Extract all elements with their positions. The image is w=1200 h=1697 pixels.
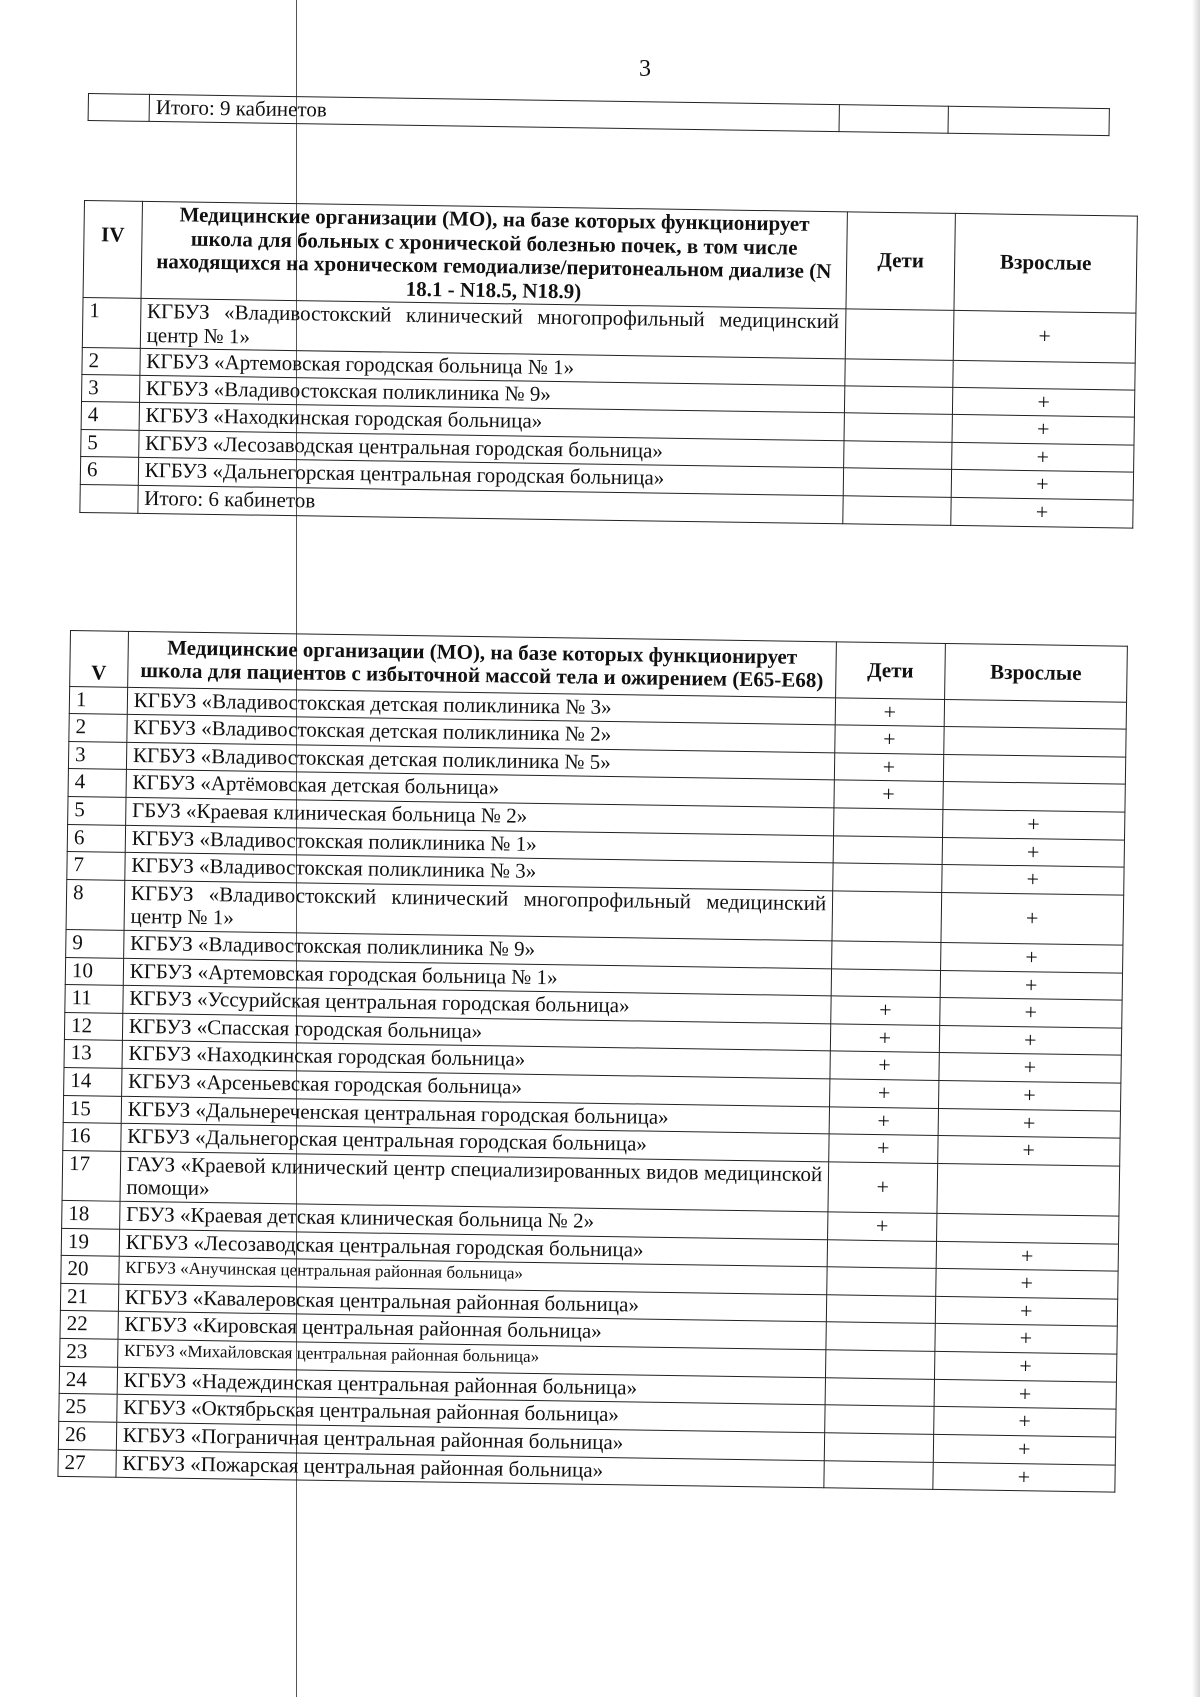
organization-name: КГБУЗ «Анучинская центральная районная больница» bbox=[119, 1256, 828, 1294]
row-number: 4 bbox=[81, 402, 139, 430]
adults-mark: + bbox=[940, 970, 1123, 1000]
row-number-empty bbox=[80, 485, 138, 513]
children-mark: + bbox=[830, 1024, 939, 1053]
row-number: 8 bbox=[66, 879, 125, 930]
row-number: 6 bbox=[67, 824, 125, 852]
adults-mark-extra: + bbox=[951, 498, 1133, 528]
row-number: 1 bbox=[82, 298, 140, 349]
organization-name: ГБУЗ «Краевая детская клиническая больница № 2» bbox=[119, 1201, 828, 1239]
children-mark bbox=[826, 1322, 935, 1351]
organization-name: КГБУЗ «Владивостокская детская поликлиника № 3» bbox=[127, 687, 836, 725]
row-number: 17 bbox=[62, 1150, 121, 1201]
section-v-col-adults: Взрослые bbox=[944, 643, 1127, 701]
organization-name: КГБУЗ «Артемовская городская больница № 1» bbox=[123, 958, 832, 996]
table-row bbox=[88, 94, 1109, 136]
adults-mark: + bbox=[933, 1434, 1116, 1464]
row-number: 19 bbox=[61, 1228, 119, 1256]
section-v-col-children: Дети bbox=[836, 642, 945, 699]
organization-name: КГБУЗ «Спасская городская больница» bbox=[122, 1013, 831, 1051]
organization-name: КГБУЗ «Владивостокский клинический многопрофильный медицинский центр № 1» bbox=[140, 298, 846, 358]
children-mark: + bbox=[835, 753, 944, 782]
section-iv-total: Итого: 6 кабинетов bbox=[138, 485, 844, 523]
adults-mark: + bbox=[934, 1351, 1117, 1381]
children-mark bbox=[831, 968, 940, 997]
organization-name: КГБУЗ «Уссурийская центральная городская больница» bbox=[123, 985, 832, 1023]
adults-mark: + bbox=[936, 1241, 1119, 1271]
section-v-table bbox=[57, 630, 1127, 1493]
row-number: 3 bbox=[68, 741, 126, 769]
adults-mark bbox=[937, 1163, 1120, 1216]
adults-mark: + bbox=[937, 1136, 1120, 1166]
children-mark: + bbox=[828, 1162, 937, 1214]
adults-mark bbox=[936, 1213, 1119, 1243]
adults-mark: + bbox=[935, 1324, 1118, 1354]
organization-name: КГБУЗ «Лесозаводская центральная городская больница» bbox=[119, 1229, 828, 1267]
children-mark bbox=[845, 359, 954, 387]
children-mark bbox=[834, 808, 943, 837]
children-mark bbox=[827, 1267, 936, 1296]
row-number: 23 bbox=[60, 1339, 118, 1367]
organization-name: КГБУЗ «Владивостокская поликлиника № 1» bbox=[125, 825, 834, 863]
adults-mark: + bbox=[952, 442, 1134, 472]
adults-mark bbox=[943, 782, 1126, 812]
organization-name: КГБУЗ «Находкинская городская больница» bbox=[122, 1041, 831, 1079]
row-number: 2 bbox=[82, 348, 140, 375]
organization-name: КГБУЗ «Михайловская центральная районная больница» bbox=[117, 1339, 826, 1377]
row-number: 5 bbox=[68, 797, 126, 825]
children-mark: + bbox=[828, 1212, 937, 1241]
adults-mark: + bbox=[938, 1080, 1121, 1110]
adults-mark: + bbox=[934, 1379, 1117, 1409]
organization-name: КГБУЗ «Владивостокская детская поликлиника № 5» bbox=[126, 742, 835, 780]
children-mark: + bbox=[834, 780, 943, 809]
children-mark: + bbox=[830, 1051, 939, 1080]
children-mark bbox=[833, 835, 942, 864]
children-mark bbox=[843, 496, 952, 525]
adults-mark: + bbox=[942, 837, 1125, 867]
children-mark: + bbox=[835, 725, 944, 754]
organization-name: КГБУЗ «Лесозаводская центральная городская больница» bbox=[138, 430, 844, 468]
adults-mark: + bbox=[939, 1053, 1122, 1083]
adults-mark bbox=[943, 754, 1126, 784]
children-mark bbox=[826, 1295, 935, 1324]
section-iv-header-row bbox=[83, 201, 1137, 314]
organization-name: КГБУЗ «Дальнереченская центральная городская больница» bbox=[121, 1096, 830, 1134]
adults-mark: + bbox=[942, 809, 1125, 839]
organization-name: КГБУЗ «Октябрьская центральная районная больница» bbox=[117, 1395, 826, 1433]
section-v-roman: V bbox=[70, 631, 129, 687]
organization-name: КГБУЗ «Пограничная центральная районная больница» bbox=[116, 1422, 825, 1460]
adults-mark: + bbox=[935, 1296, 1118, 1326]
section-iii-total: Итого: 9 кабинетов bbox=[149, 94, 839, 131]
row-number: 6 bbox=[80, 457, 138, 485]
adults-mark: + bbox=[935, 1269, 1118, 1299]
children-mark: + bbox=[830, 1079, 939, 1108]
section-iv-roman: IV bbox=[83, 201, 142, 299]
row-number: 3 bbox=[82, 374, 140, 402]
row-number: 18 bbox=[62, 1200, 120, 1228]
adults-mark: + bbox=[939, 1025, 1122, 1055]
row-number: 4 bbox=[68, 769, 126, 797]
section-iii-total-table bbox=[88, 93, 1110, 136]
adults-mark: + bbox=[939, 998, 1122, 1028]
row-number: 12 bbox=[64, 1012, 122, 1040]
adults-mark: + bbox=[953, 387, 1135, 417]
row-number: 16 bbox=[63, 1123, 121, 1151]
organization-name: КГБУЗ «Владивостокская поликлиника № 3» bbox=[125, 853, 834, 891]
row-number: 1 bbox=[69, 686, 127, 714]
children-mark bbox=[843, 441, 952, 470]
adults-mark: + bbox=[952, 415, 1134, 445]
children-mark bbox=[844, 385, 953, 414]
organization-name: КГБУЗ «Кировская центральная районная больница» bbox=[118, 1312, 827, 1350]
adults-mark bbox=[943, 727, 1126, 757]
section-iv-col-adults: Взрослые bbox=[954, 213, 1137, 313]
organization-name: КГБУЗ «Кавалеровская центральная районная больница» bbox=[118, 1284, 827, 1322]
children-mark bbox=[824, 1433, 933, 1462]
adults-mark: + bbox=[951, 470, 1133, 500]
organization-name: КГБУЗ «Дальнегорская центральная городская больница» bbox=[121, 1124, 830, 1162]
children-mark bbox=[824, 1460, 933, 1489]
organization-name: КГБУЗ «Артёмовская детская больница» bbox=[126, 770, 835, 808]
adults-mark: + bbox=[938, 1108, 1121, 1138]
organization-name: КГБУЗ «Арсеньевская городская больница» bbox=[121, 1068, 830, 1106]
organization-name: КГБУЗ «Пожарская центральная районная больница» bbox=[116, 1450, 825, 1488]
children-mark bbox=[844, 413, 953, 442]
scan-artifact-edge bbox=[1192, 0, 1200, 1697]
row-number: 9 bbox=[66, 929, 124, 957]
children-mark: + bbox=[829, 1106, 938, 1135]
row-number: 25 bbox=[59, 1394, 117, 1422]
row-number: 21 bbox=[60, 1283, 118, 1311]
children-mark: + bbox=[835, 697, 944, 726]
row-number: 2 bbox=[69, 714, 127, 742]
children-mark bbox=[827, 1239, 936, 1268]
organization-name: КГБУЗ «Владивостокская поликлиника № 9» bbox=[123, 930, 832, 968]
row-number: 24 bbox=[59, 1366, 117, 1394]
section-iv-col-children: Дети bbox=[846, 212, 956, 311]
row-number: 27 bbox=[58, 1449, 116, 1477]
row-number: 22 bbox=[60, 1311, 118, 1339]
children-mark bbox=[832, 891, 941, 943]
children-mark bbox=[833, 863, 942, 892]
children-mark bbox=[843, 468, 952, 497]
organization-name: ГБУЗ «Краевая клиническая больница № 2» bbox=[125, 797, 834, 835]
section-v-body bbox=[58, 686, 1127, 1492]
organization-name: КГБУЗ «Владивостокская поликлиника № 9» bbox=[139, 375, 845, 413]
row-number: 5 bbox=[81, 429, 139, 457]
row-number: 26 bbox=[58, 1421, 116, 1449]
children-mark bbox=[825, 1405, 934, 1434]
section-iv-heading: Медицинские организации (МО), на базе которых функционирует школа для больных с хронической болезнью почек, в том числе находящихся на хроническом гемодиализе/перитонеальном диализе (N 18.1 - N18.5, N18.9) bbox=[141, 201, 848, 309]
row-number: 7 bbox=[67, 852, 125, 880]
row-number: 15 bbox=[63, 1095, 121, 1123]
children-mark bbox=[845, 309, 954, 361]
adults-mark: + bbox=[953, 310, 1136, 363]
adults-mark: + bbox=[933, 1407, 1116, 1437]
row-number: 13 bbox=[64, 1040, 122, 1068]
adults-mark: + bbox=[933, 1462, 1116, 1492]
section-iv-table bbox=[79, 200, 1138, 528]
page-number: 3 bbox=[639, 56, 651, 82]
organization-name: КГБУЗ «Владивостокский клинический многопрофильный медицинский центр № 1» bbox=[124, 880, 833, 941]
children-mark: + bbox=[829, 1134, 938, 1163]
section-iv-body bbox=[80, 298, 1136, 528]
adults-mark bbox=[953, 361, 1135, 390]
organization-name: КГБУЗ «Дальнегорская центральная городская больница» bbox=[138, 458, 844, 496]
adults-mark: + bbox=[940, 942, 1123, 972]
adults-mark bbox=[944, 699, 1127, 729]
organization-name: КГБУЗ «Артемовская городская больница № 1» bbox=[140, 348, 846, 385]
organization-name: КГБУЗ «Находкинская городская больница» bbox=[139, 403, 845, 441]
organization-name: ГАУЗ «Краевой клинический центр специализированных видов медицинской помощи» bbox=[120, 1151, 829, 1212]
row-number: 14 bbox=[64, 1068, 122, 1096]
row-number: 11 bbox=[65, 985, 123, 1013]
children-mark bbox=[832, 941, 941, 970]
row-number: 20 bbox=[61, 1256, 119, 1284]
adults-mark: + bbox=[941, 865, 1124, 895]
organization-name: КГБУЗ «Владивостокская детская поликлиника № 2» bbox=[127, 714, 836, 752]
organization-name: КГБУЗ «Надеждинская центральная районная больница» bbox=[117, 1367, 826, 1405]
row-number: 10 bbox=[65, 957, 123, 985]
children-mark bbox=[826, 1350, 935, 1379]
adults-mark: + bbox=[941, 892, 1124, 945]
section-v-heading: Медицинские организации (МО), на базе которых функционирует школа для пациентов с избыточной массой тела и ожирением (Е65-Е68) bbox=[127, 631, 836, 697]
children-mark: + bbox=[831, 996, 940, 1025]
children-mark bbox=[825, 1377, 934, 1406]
